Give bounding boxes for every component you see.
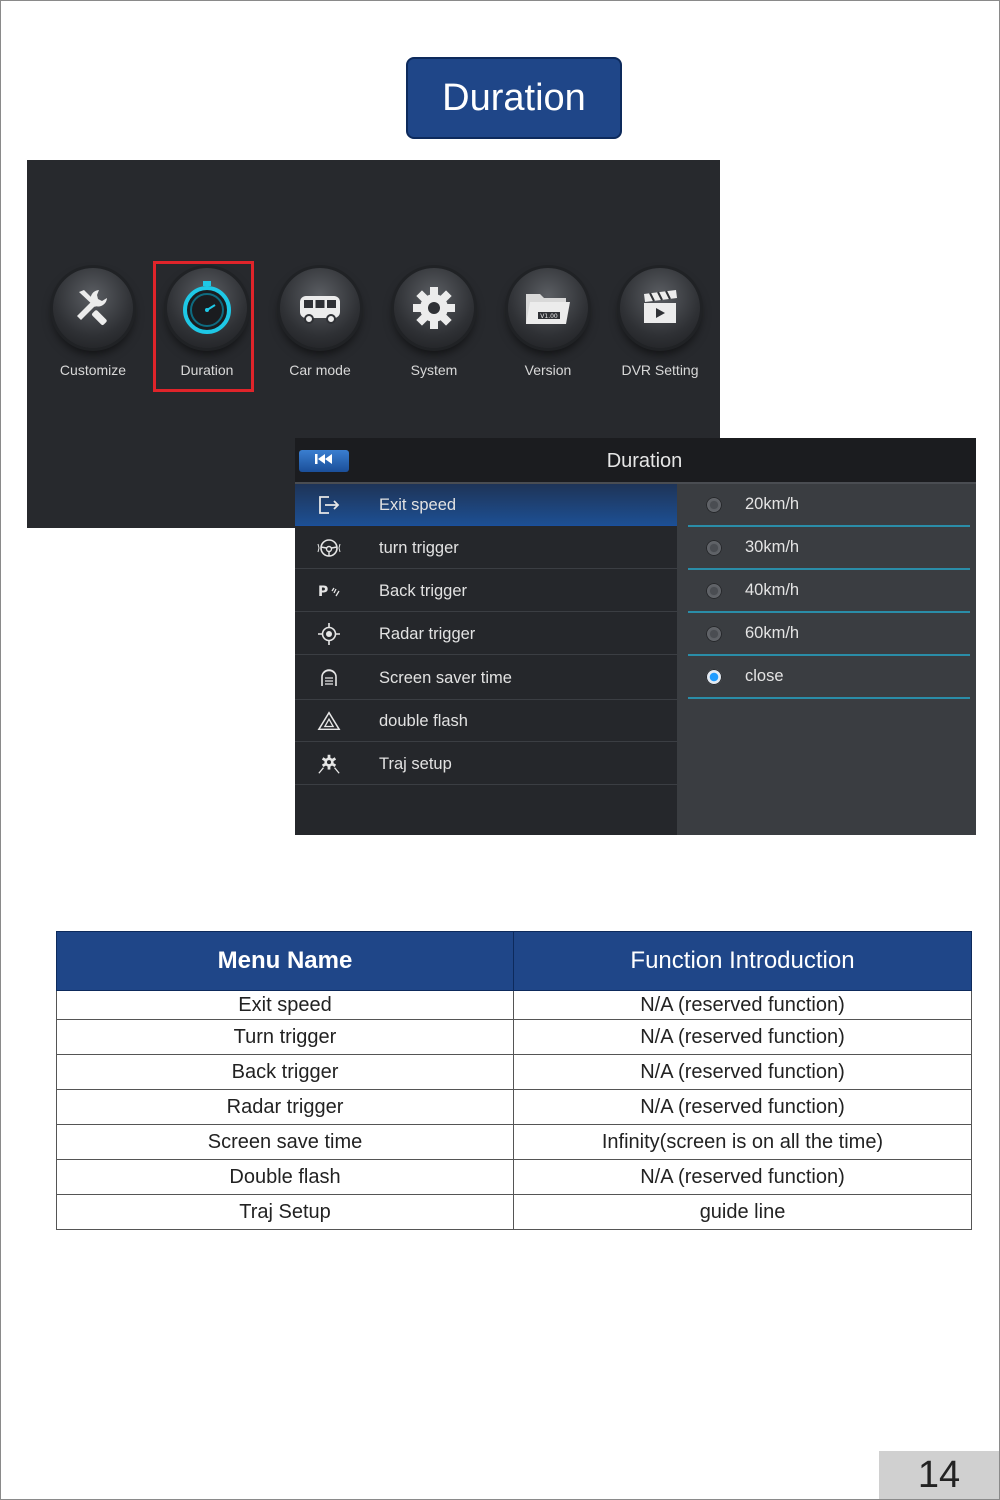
- duration-settings-screen: [295, 438, 976, 835]
- table-cell-function: guide line: [514, 1195, 972, 1230]
- table-cell-menu: Double flash: [57, 1160, 514, 1195]
- table-cell-menu: Screen save time: [57, 1125, 514, 1160]
- radio-icon[interactable]: [706, 497, 722, 513]
- option-label: 30km/h: [745, 538, 800, 556]
- menu-row-traj-setup[interactable]: [295, 743, 677, 785]
- table-cell-menu: Back trigger: [57, 1055, 514, 1090]
- table-cell-function: N/A (reserved function): [514, 1090, 972, 1125]
- option-label: 40km/h: [745, 581, 800, 599]
- gear-icon: [394, 268, 474, 348]
- radio-icon[interactable]: [706, 583, 722, 599]
- menu-item-label: Car mode: [289, 362, 351, 378]
- tools-icon: [53, 268, 133, 348]
- folder-version-icon: [508, 268, 588, 348]
- menu-item-customize[interactable]: [38, 268, 148, 378]
- table-cell-menu: Radar trigger: [57, 1090, 514, 1125]
- selection-highlight: [153, 261, 254, 392]
- function-table: [56, 931, 972, 1230]
- steering-wheel-icon: [317, 537, 341, 559]
- table-row: [57, 991, 972, 1020]
- menu-item-dvr-setting[interactable]: [605, 268, 715, 378]
- menu-row-radar-trigger[interactable]: [295, 613, 677, 655]
- menu-row-label: Screen saver time: [379, 669, 512, 687]
- menu-row-label: Traj setup: [379, 755, 452, 773]
- menu-item-car-mode[interactable]: [265, 268, 375, 378]
- menu-item-label: Customize: [59, 362, 127, 378]
- table-cell-function: N/A (reserved function): [514, 1020, 972, 1055]
- back-button[interactable]: [299, 450, 349, 472]
- table-cell-function: N/A (reserved function): [514, 1160, 972, 1195]
- menu-item-label: System: [410, 362, 458, 378]
- table-row: [57, 1195, 972, 1230]
- crosshair-icon: [317, 623, 341, 645]
- menu-row-label: Exit speed: [379, 496, 457, 514]
- exit-icon: [317, 494, 341, 516]
- table-row: [57, 1020, 972, 1055]
- menu-item-system[interactable]: [379, 268, 489, 378]
- option-30kmh[interactable]: [688, 527, 970, 570]
- page-number: 14: [879, 1451, 999, 1499]
- menu-item-version[interactable]: [493, 268, 603, 378]
- duration-menu-list: [295, 484, 677, 835]
- parking-icon: [317, 580, 341, 602]
- menu-row-label: double flash: [379, 712, 468, 730]
- table-cell-function: N/A (reserved function): [514, 991, 972, 1020]
- table-row: [57, 1090, 972, 1125]
- menu-item-label: DVR Setting: [621, 362, 699, 378]
- table-cell-menu: Traj Setup: [57, 1195, 514, 1230]
- table-cell-function: Infinity(screen is on all the time): [514, 1125, 972, 1160]
- table-header-row: [57, 932, 972, 991]
- bus-icon: [280, 268, 360, 348]
- menu-row-turn-trigger[interactable]: [295, 527, 677, 569]
- hazard-triangle-icon: [317, 710, 341, 732]
- table-row: [57, 1125, 972, 1160]
- menu-row-screen-saver-time[interactable]: [295, 656, 677, 700]
- clapperboard-icon: [620, 268, 700, 348]
- option-label: 20km/h: [745, 495, 800, 513]
- radio-icon[interactable]: [706, 540, 722, 556]
- trajectory-icon: [317, 753, 341, 775]
- table-row: [57, 1160, 972, 1195]
- menu-row-label: Radar trigger: [379, 625, 476, 643]
- menu-row-label: Back trigger: [379, 582, 468, 600]
- duration-panel-title: Duration: [606, 450, 683, 472]
- menu-row-back-trigger[interactable]: [295, 570, 677, 612]
- menu-row-exit-speed[interactable]: [295, 484, 677, 526]
- duration-header: [295, 438, 976, 484]
- header-function-introduction: Function Introduction: [514, 932, 972, 991]
- screen-saver-icon: [317, 667, 341, 689]
- radio-icon[interactable]: [706, 626, 722, 642]
- menu-row-double-flash[interactable]: [295, 700, 677, 742]
- table-cell-menu: Turn trigger: [57, 1020, 514, 1055]
- option-20kmh[interactable]: [688, 484, 970, 527]
- radio-selected-icon[interactable]: [706, 669, 722, 685]
- header-menu-name: Menu Name: [57, 932, 514, 991]
- option-label: close: [745, 667, 784, 685]
- table-row: [57, 1055, 972, 1090]
- menu-row-label: turn trigger: [379, 539, 459, 557]
- menu-item-label: Duration: [180, 362, 234, 378]
- exit-speed-options: [677, 484, 976, 835]
- menu-item-label: Version: [524, 362, 572, 378]
- option-close[interactable]: [688, 656, 970, 699]
- parking-icon-letter: P: [318, 584, 329, 600]
- option-label: 60km/h: [745, 624, 800, 642]
- option-40kmh[interactable]: [688, 570, 970, 613]
- skip-back-icon: [314, 452, 334, 470]
- version-badge: V1.00: [540, 313, 558, 320]
- page-title: Duration: [406, 57, 622, 139]
- table-cell-function: N/A (reserved function): [514, 1055, 972, 1090]
- table-cell-menu: Exit speed: [57, 991, 514, 1020]
- option-60kmh[interactable]: [688, 613, 970, 656]
